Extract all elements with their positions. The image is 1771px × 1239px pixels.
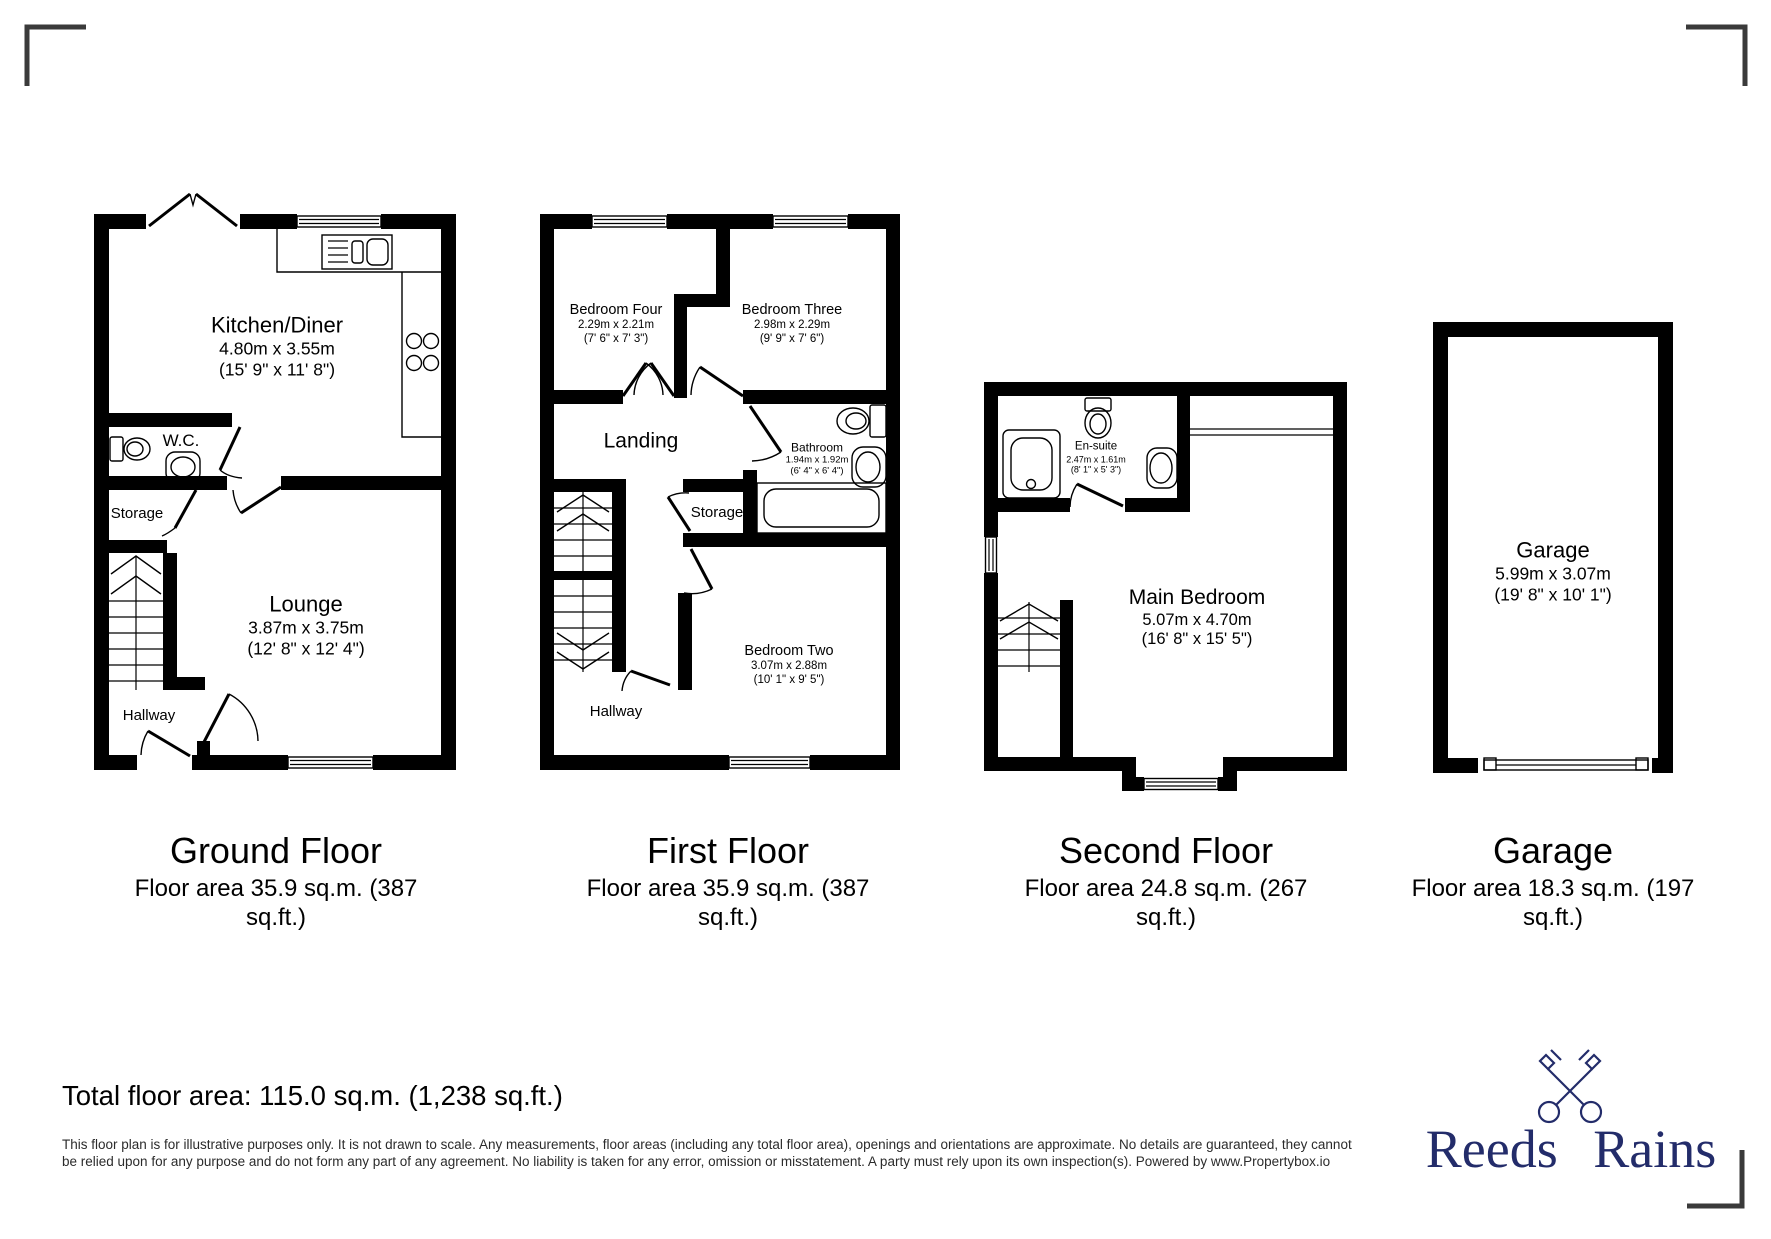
- room-dim-ft: (15' 9" x 11' 8"): [218, 358, 336, 379]
- hob-icon: [407, 334, 439, 371]
- bedroom-three-door-icon: [691, 367, 743, 396]
- room-dim-m: 5.07m x 4.70m: [1142, 610, 1252, 629]
- first-floor-plan: [540, 214, 900, 770]
- bedroom-two-window-icon: [729, 757, 810, 768]
- garage-door-icon: [1484, 758, 1648, 770]
- room-name: Garage: [1516, 537, 1590, 563]
- room-dim-ft: (10' 1" x 9' 5"): [753, 673, 825, 686]
- room-name: Bedroom Three: [741, 301, 843, 318]
- hallway-door-icon: [622, 671, 670, 691]
- room-dim-m: 2.47m x 1.61m: [1066, 454, 1126, 465]
- storage-door-icon: [162, 490, 196, 536]
- room-dim-ft: (19' 8" x 10' 1"): [1494, 583, 1612, 604]
- floor-title-first: First Floor: [647, 830, 809, 871]
- room-dim-m: 3.87m x 3.75m: [248, 617, 364, 638]
- floor-title-second: Second Floor: [1058, 830, 1274, 871]
- room-dim-ft: (7' 6" x 7' 3"): [583, 332, 649, 345]
- room-name: Main Bedroom: [1128, 586, 1266, 610]
- room-label-ensuite: [1066, 441, 1126, 476]
- floor-area-garage: Floor area 18.3 sq.m. (197 sq.ft.): [1411, 875, 1695, 932]
- corner-mark-top-left: [27, 27, 86, 86]
- lounge-window-icon: [288, 757, 373, 768]
- room-label-bedroom-two: [744, 643, 833, 687]
- room-dim-m: 4.80m x 3.55m: [219, 338, 335, 359]
- room-label-garage: [1494, 537, 1611, 604]
- toilet-icon: [1085, 398, 1111, 438]
- room-name: Storage: [690, 504, 744, 522]
- room-dim-m: 5.99m x 3.07m: [1495, 563, 1611, 584]
- storage-door-icon: [668, 493, 690, 531]
- french-doors-icon: [149, 194, 237, 226]
- room-label-bedroom-three: [742, 302, 842, 346]
- room-name: Bathroom: [790, 440, 844, 455]
- toilet-icon: [837, 405, 886, 437]
- bedroom-four-window-icon: [592, 216, 667, 227]
- room-dim-ft: (8' 1" x 5' 3"): [1070, 464, 1122, 475]
- shower-icon: [1003, 430, 1060, 498]
- room-label-storage-first: [691, 504, 744, 522]
- front-door-icon: [141, 731, 190, 756]
- floor-area-ground: Floor area 35.9 sq.m. (387 sq.ft.): [134, 875, 418, 932]
- room-dim-ft: (9' 9" x 7' 6"): [759, 332, 825, 345]
- room-dim-m: 1.94m x 1.92m: [785, 454, 849, 466]
- toilet-icon: [110, 437, 150, 461]
- lounge-door-icon: [204, 694, 258, 742]
- room-name: W.C.: [162, 430, 200, 450]
- room-name: Kitchen/Diner: [210, 312, 344, 338]
- room-label-main-bedroom: [1129, 586, 1266, 650]
- room-name: Bedroom Four: [569, 301, 663, 318]
- room-label-storage-ground: [111, 505, 164, 523]
- sink-icon: [852, 447, 886, 487]
- wc-door-icon: [220, 427, 242, 478]
- ensuite-door-icon: [1070, 484, 1123, 507]
- floor-title-garage: Garage: [1492, 830, 1614, 871]
- crossed-keys-icon: [1539, 1050, 1601, 1122]
- bay-window-icon: [1144, 779, 1218, 790]
- stairs-icon: [109, 556, 163, 690]
- brand-name: Reeds Rains: [1425, 1119, 1717, 1179]
- bathroom-door-icon: [750, 406, 781, 461]
- side-window-icon: [984, 537, 998, 573]
- room-dim-m: 2.98m x 2.29m: [753, 318, 831, 331]
- eaves-line: [1190, 429, 1333, 435]
- room-dim-ft: (6' 4" x 6' 4"): [790, 466, 844, 478]
- disclaimer-text: This floor plan is for illustrative purposes only. It is not drawn to scale. Any measurements, floor areas (including any total floor area), openings and orientations are approximate. No details are guaranteed, they cannot be relied upon for any purpose and do not form any part of any agreement. No liability is taken for any error, omission or misstatement. A party must rely upon its own inspection(s). Powered by www.Propertybox.io: [62, 1137, 1352, 1170]
- room-label-hallway-first: [590, 703, 643, 721]
- sink-icon: [1147, 448, 1177, 488]
- room-name: Lounge: [269, 591, 343, 617]
- room-name: Hallway: [122, 707, 176, 725]
- bedroom-four-doors-icon: [623, 363, 674, 396]
- stairs-icon: [998, 602, 1060, 672]
- room-dim-m: 2.29m x 2.21m: [577, 318, 655, 331]
- room-label-bedroom-four: [570, 302, 663, 346]
- bedroom-two-door-icon: [684, 549, 712, 594]
- room-name: Storage: [110, 505, 164, 523]
- room-label-hallway-ground: [123, 707, 176, 725]
- room-dim-ft: (12' 8" x 12' 4"): [247, 637, 365, 658]
- kitchen-door-icon: [233, 487, 281, 513]
- ground-floor-plan: [94, 194, 456, 770]
- room-name: Landing: [603, 429, 679, 453]
- floor-area-second: Floor area 24.8 sq.m. (267 sq.ft.): [1024, 875, 1308, 932]
- total-floor-area: Total floor area: 115.0 sq.m. (1,238 sq.ft.): [62, 1080, 563, 1111]
- stairs-icon: [554, 492, 612, 672]
- room-label-lounge: [247, 591, 364, 658]
- room-name: En-suite: [1074, 440, 1118, 453]
- room-name: Bedroom Two: [744, 642, 834, 659]
- room-label-kitchen: [211, 312, 343, 379]
- room-dim-m: 3.07m x 2.88m: [750, 659, 828, 672]
- room-label-landing: [604, 430, 679, 455]
- room-label-bathroom: [786, 441, 849, 478]
- bathtub-icon: [757, 483, 886, 533]
- kitchen-window-icon: [297, 216, 381, 227]
- room-dim-ft: (16' 8" x 15' 5"): [1141, 630, 1253, 649]
- floor-area-first: Floor area 35.9 sq.m. (387 sq.ft.): [586, 875, 870, 932]
- corner-mark-top-right: [1686, 27, 1745, 86]
- room-name: Hallway: [589, 703, 643, 721]
- bedroom-three-window-icon: [773, 216, 848, 227]
- floor-title-ground: Ground Floor: [169, 830, 383, 871]
- room-label-wc: [163, 431, 200, 451]
